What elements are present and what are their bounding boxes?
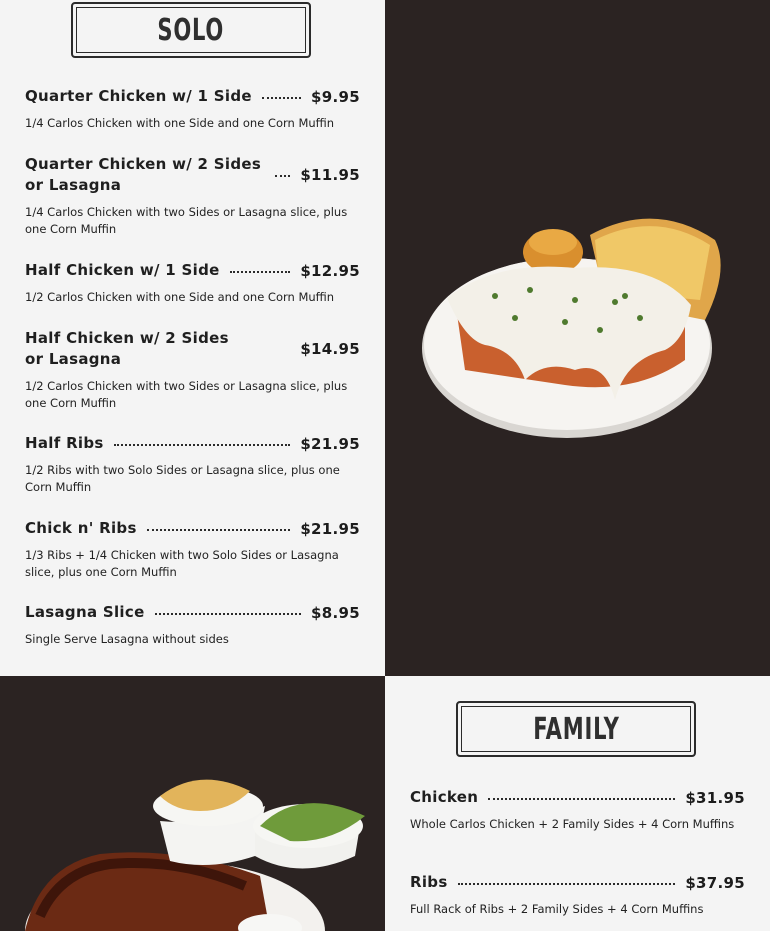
family-menu-panel <box>385 676 770 931</box>
item-description: 1/2 Carlos Chicken with two Sides or Lasagna slice, plus one Corn Muffin <box>25 379 348 410</box>
item-price: $21.95 <box>300 434 360 453</box>
item-description: Single Serve Lasagna without sides <box>25 632 229 646</box>
item-description: 1/3 Ribs + 1/4 Chicken with two Solo Sides or Lasagna slice, plus one Corn Muffin <box>25 548 339 579</box>
item-description: 1/4 Carlos Chicken with one Side and one Corn Muffin <box>25 116 335 130</box>
item-price: $11.95 <box>300 166 360 184</box>
item-name: Quarter Chicken w/ 2 Sides or Lasagna <box>25 155 262 194</box>
item-name: Lasagna Slice <box>25 603 145 621</box>
item-name: Half Chicken w/ 2 Sides or Lasagna <box>25 329 229 368</box>
item-name: Half Chicken w/ 1 Side <box>25 261 220 279</box>
item-name: Half Ribs <box>25 434 104 452</box>
item-description: Whole Carlos Chicken + 2 Family Sides + 4 Corn Muffins <box>410 817 735 831</box>
item-name: Quarter Chicken w/ 1 Side <box>25 87 252 105</box>
menu-item <box>25 260 360 306</box>
item-description: 1/2 Carlos Chicken with one Side and one Corn Muffin <box>25 290 335 304</box>
solo-title-box <box>71 2 311 58</box>
menu-item <box>25 328 360 412</box>
item-price: $8.95 <box>311 603 360 622</box>
item-price: $37.95 <box>685 873 745 892</box>
dot-leader <box>458 883 676 885</box>
item-name: Chicken <box>410 788 479 806</box>
dot-leader <box>488 798 675 800</box>
item-price: $9.95 <box>311 87 360 106</box>
item-description: 1/2 Ribs with two Solo Sides or Lasagna slice, plus one Corn Muffin <box>25 463 340 494</box>
menu-item <box>25 602 360 648</box>
lasagna-photo-panel <box>385 0 770 676</box>
item-name: Chick n' Ribs <box>25 519 137 537</box>
solo-menu-panel <box>0 0 385 676</box>
dot-leader <box>147 529 291 531</box>
dot-leader <box>155 613 302 615</box>
item-price: $14.95 <box>300 340 360 358</box>
item-name: Ribs <box>410 873 448 891</box>
item-price: $21.95 <box>300 519 360 538</box>
item-description: Full Rack of Ribs + 2 Family Sides + 4 Corn Muffins <box>410 902 704 916</box>
lasagna-plate-image <box>385 0 770 676</box>
ribs-plate-image <box>0 676 385 931</box>
menu-item <box>25 86 360 132</box>
menu-item <box>410 787 745 833</box>
dot-leader <box>230 271 291 273</box>
ribs-photo-panel <box>0 676 385 931</box>
menu-item <box>25 518 360 581</box>
item-description: 1/4 Carlos Chicken with two Sides or Lasagna slice, plus one Corn Muffin <box>25 205 348 236</box>
family-title-box <box>456 701 696 757</box>
item-price: $12.95 <box>300 261 360 280</box>
menu-item <box>25 154 360 238</box>
menu-item <box>25 433 360 496</box>
dot-leader <box>114 444 291 446</box>
menu-item <box>410 872 745 918</box>
item-price: $31.95 <box>685 788 745 807</box>
family-title: FAMILY <box>532 711 620 747</box>
dot-leader <box>275 175 290 177</box>
dot-leader <box>262 97 301 99</box>
solo-title: SOLO <box>157 12 225 48</box>
